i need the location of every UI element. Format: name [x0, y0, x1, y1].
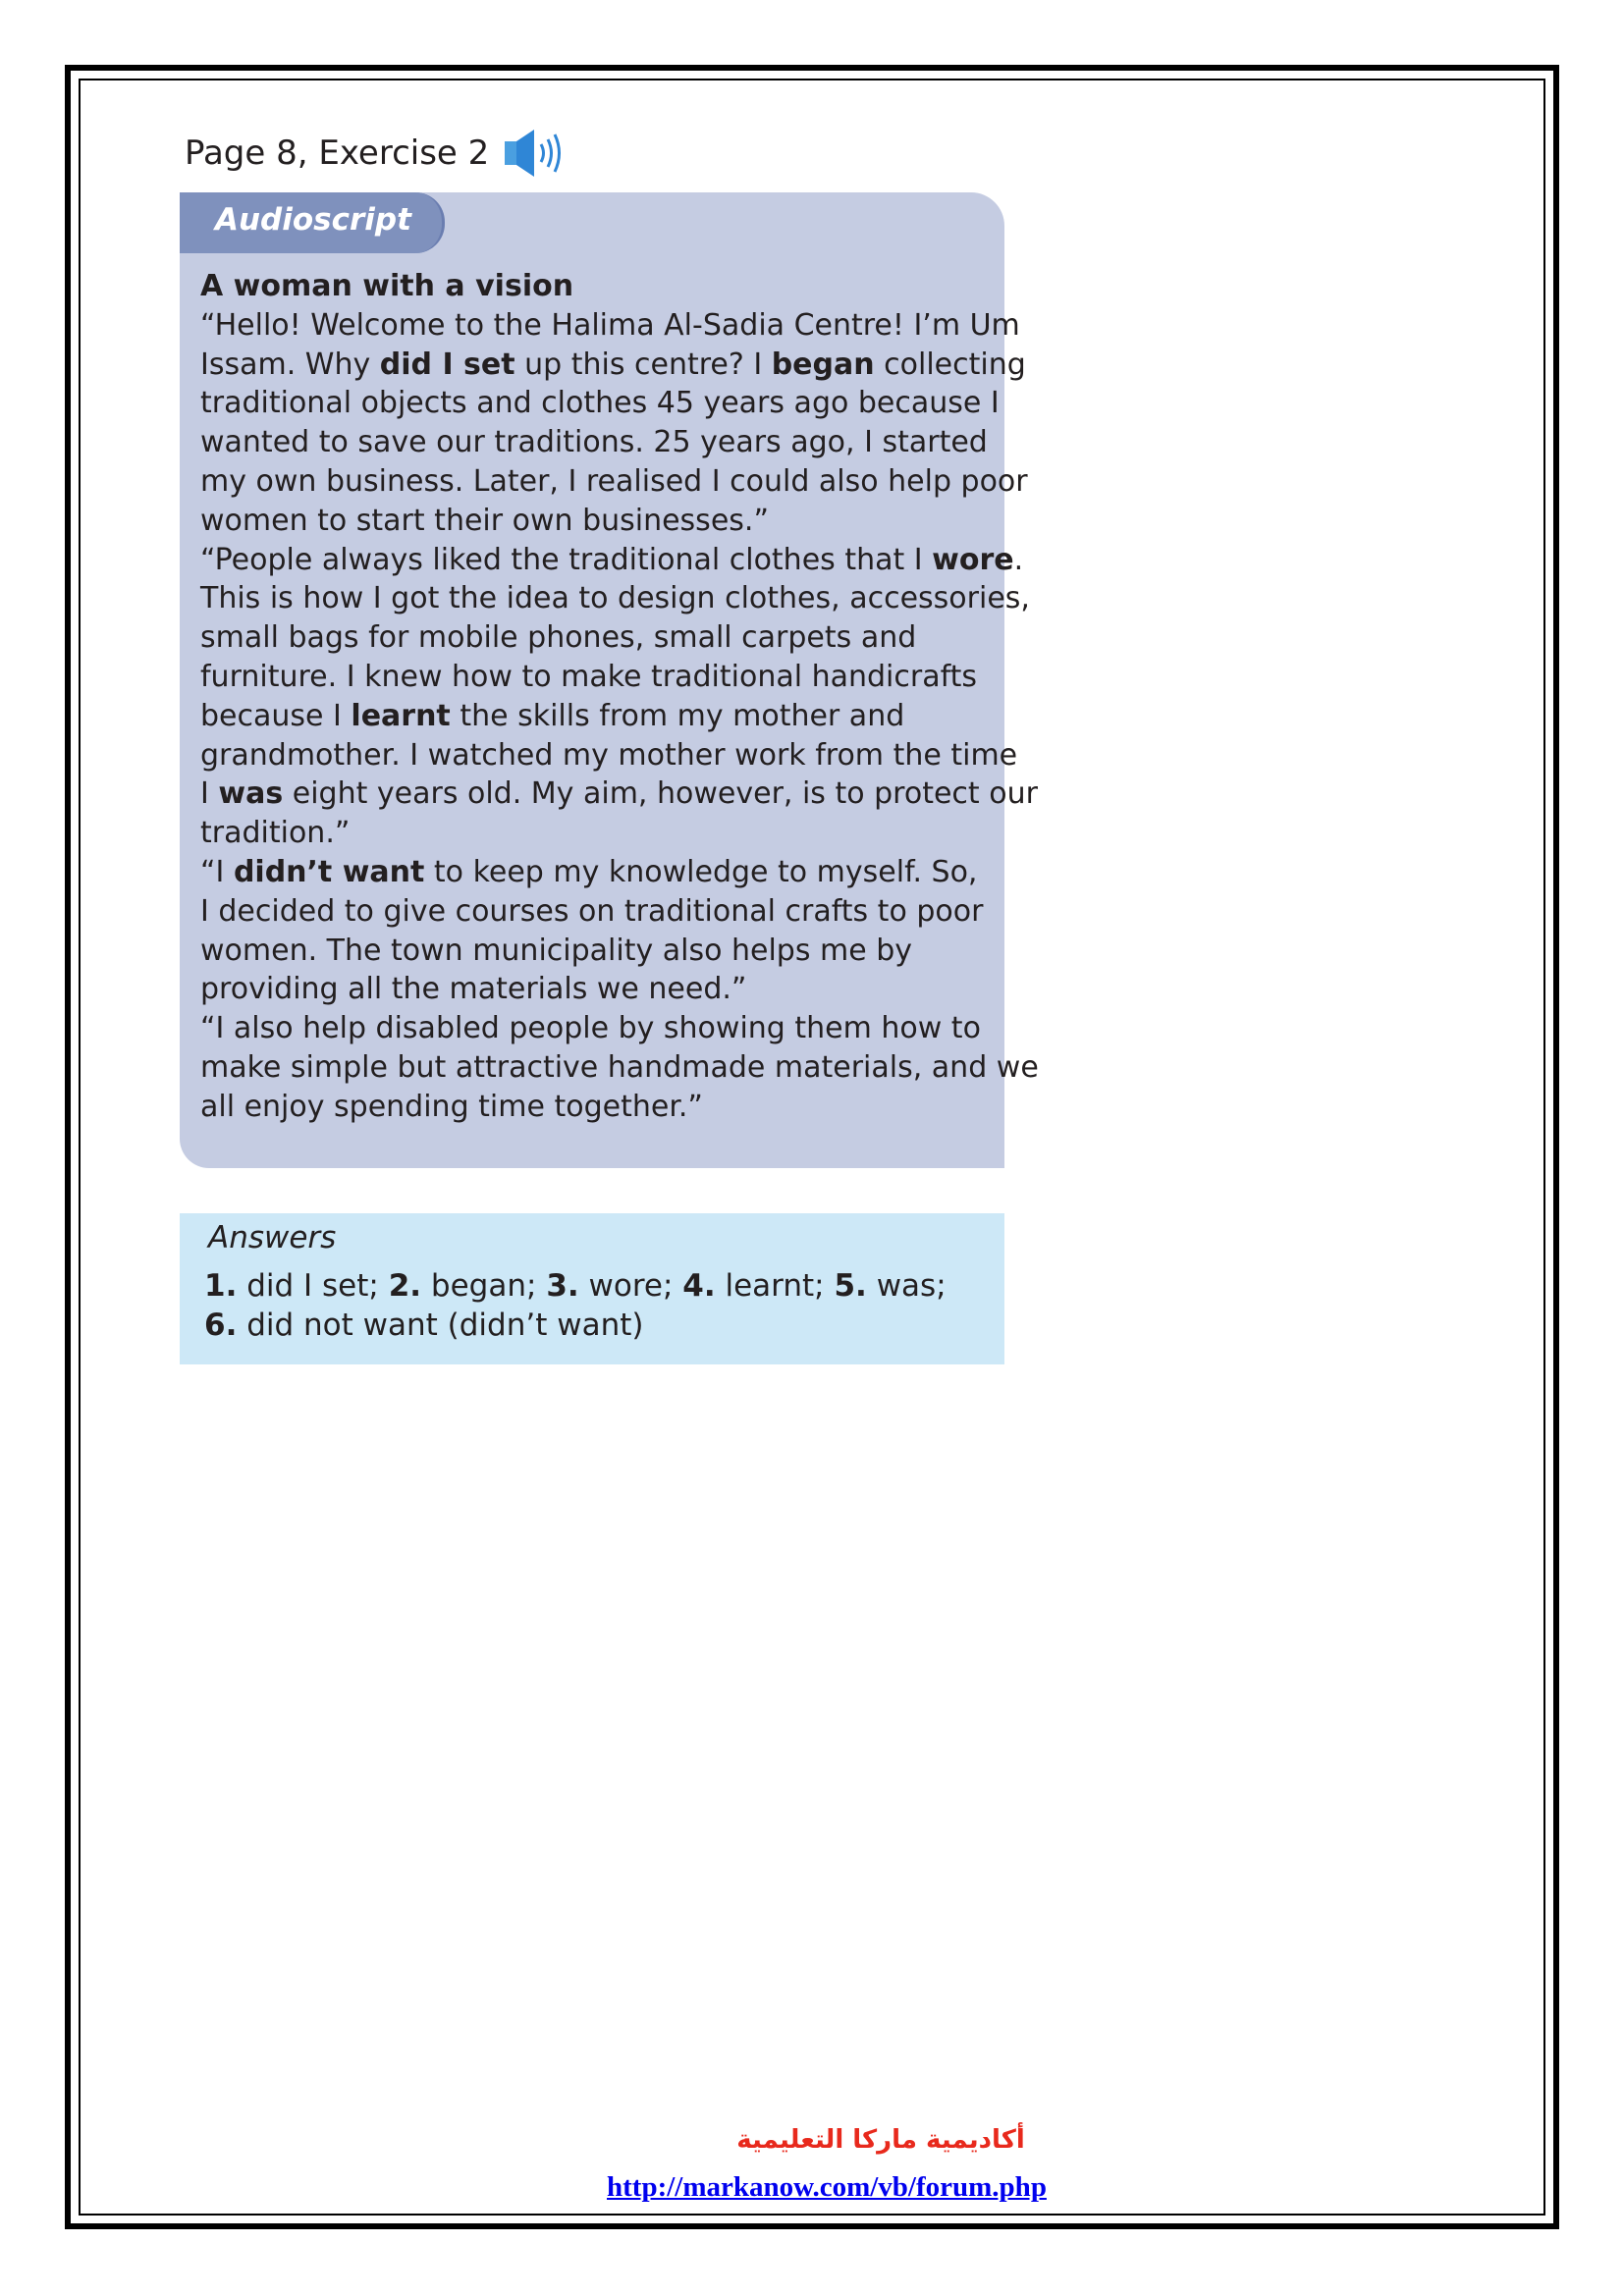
audioscript-line: make simple but attractive handmade materials, and we [200, 1049, 1039, 1085]
audioscript-text [200, 267, 1039, 1127]
audioscript-line: Issam. Why did I set up this centre? I began collecting [200, 347, 1026, 382]
audioscript-line: women to start their own businesses.” [200, 503, 769, 538]
audioscript-line: “I didn’t want to keep my knowledge to myself. So, [200, 854, 978, 889]
answers-body [204, 1266, 947, 1345]
audioscript-line: I was eight years old. My aim, however, is to protect our [200, 776, 1038, 812]
page-title: Page 8, Exercise 2 [185, 133, 490, 173]
footer-forum-link[interactable]: http://markanow.com/vb/forum.php [607, 2171, 1047, 2203]
audioscript-line: “I also help disabled people by showing them how to [200, 1011, 981, 1046]
audioscript-line: tradition.” [200, 816, 351, 851]
audioscript-line: I decided to give courses on traditional crafts to poor [200, 893, 984, 929]
audioscript-line: This is how I got the idea to design clothes, accessories, [200, 581, 1030, 616]
exercise-heading [185, 126, 564, 181]
audioscript-line: traditional objects and clothes 45 years ago because I [200, 386, 1000, 421]
audioscript-line: “Hello! Welcome to the Halima Al-Sadia Centre! I’m Um [200, 307, 1020, 343]
audioscript-line: small bags for mobile phones, small carpets and [200, 620, 917, 656]
audioscript-tab-label: Audioscript [215, 202, 411, 238]
audioscript-line: wanted to save our traditions. 25 years ago, I started [200, 425, 988, 460]
audioscript-line: “People always liked the traditional clothes that I wore. [200, 542, 1024, 577]
audioscript-line: providing all the materials we need.” [200, 972, 747, 1007]
speaker-icon[interactable] [503, 128, 564, 179]
answers-line: 1. did I set; 2. began; 3. wore; 4. learnt; 5. was; [204, 1268, 947, 1304]
answers-title: Answers [208, 1220, 337, 1255]
audioscript-tab [180, 192, 445, 253]
audioscript-line: all enjoy spending time together.” [200, 1089, 703, 1124]
audioscript-title: A woman with a vision [200, 269, 574, 303]
audioscript-line: my own business. Later, I realised I could also help poor [200, 463, 1028, 499]
answers-line: 6. did not want (didn’t want) [204, 1308, 644, 1343]
audioscript-body [200, 306, 1039, 1127]
audioscript-line: grandmother. I watched my mother work from the time [200, 737, 1018, 773]
footer-academy-name: أكاديمية ماركا التعليمية [736, 2125, 1025, 2155]
audioscript-line: furniture. I knew how to make traditional handicrafts [200, 659, 978, 694]
audioscript-line: women. The town municipality also helps me by [200, 933, 913, 968]
audioscript-line: because I learnt the skills from my mother and [200, 698, 905, 733]
